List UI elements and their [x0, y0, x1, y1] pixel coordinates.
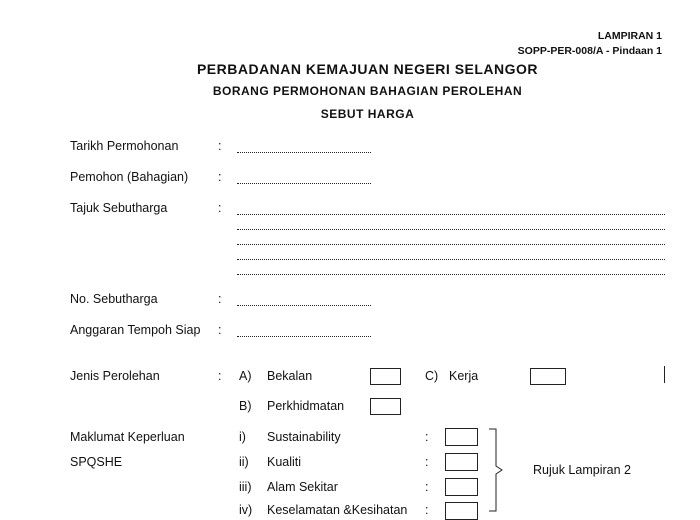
rujuk-lampiran-note: Rujuk Lampiran 2 [533, 463, 631, 477]
maklumat-label: Maklumat Keperluan [70, 430, 185, 444]
kerja-checkbox[interactable] [530, 368, 566, 385]
option-a-mark: A) [239, 369, 252, 383]
bekalan-checkbox[interactable] [370, 368, 401, 385]
sustainability-checkbox[interactable] [445, 428, 478, 446]
item-i-mark: i) [239, 430, 246, 444]
document-reference: SOPP-PER-008/A - Pindaan 1 [517, 45, 662, 57]
option-c-mark: C) [425, 369, 439, 383]
anggaran-label: Anggaran Tempoh Siap [70, 323, 201, 337]
colon: : [218, 201, 222, 215]
colon: : [425, 503, 429, 517]
option-kerja-label: Kerja [449, 369, 479, 383]
option-bekalan-label: Bekalan [267, 369, 313, 383]
perkhidmatan-checkbox[interactable] [370, 398, 401, 415]
form-title: BORANG PERMOHONAN BAHAGIAN PEROLEHAN [212, 84, 523, 98]
lampiran-label: LAMPIRAN 1 [597, 30, 662, 42]
tajuk-label: Tajuk Sebutharga [70, 201, 168, 215]
colon: : [218, 170, 222, 184]
colon: : [425, 455, 429, 469]
colon: : [218, 323, 222, 337]
colon: : [218, 139, 222, 153]
tajuk-field-line-3[interactable] [237, 244, 665, 245]
option-perkhidmatan-label: Perkhidmatan [267, 399, 345, 413]
tarikh-label: Tarikh Permohonan [70, 139, 179, 153]
item-sustainability-label: Sustainability [267, 430, 341, 444]
item-keselamatan-label: Keselamatan &Kesihatan [267, 503, 408, 517]
jenis-perolehan-label: Jenis Perolehan [70, 369, 160, 383]
colon: : [218, 369, 222, 383]
tarikh-field[interactable] [237, 152, 371, 153]
no-sebutharga-field[interactable] [237, 305, 371, 306]
colon: : [425, 480, 429, 494]
colon: : [425, 430, 429, 444]
right-brace-icon [488, 428, 512, 512]
item-iii-mark: iii) [239, 480, 252, 494]
tajuk-field-line-5[interactable] [237, 274, 665, 275]
tajuk-field-line-2[interactable] [237, 229, 665, 230]
item-ii-mark: ii) [239, 455, 249, 469]
margin-line [664, 366, 665, 383]
anggaran-field[interactable] [237, 336, 371, 337]
spqshe-label: SPQSHE [70, 455, 123, 469]
kualiti-checkbox[interactable] [445, 453, 478, 471]
colon: : [218, 292, 222, 306]
tajuk-field-line-1[interactable] [237, 214, 665, 215]
tajuk-field-line-4[interactable] [237, 259, 665, 260]
alam-sekitar-checkbox[interactable] [445, 478, 478, 496]
item-iv-mark: iv) [239, 503, 253, 517]
form-subtitle: SEBUT HARGA [320, 107, 415, 121]
item-kualiti-label: Kualiti [267, 455, 302, 469]
keselamatan-checkbox[interactable] [445, 502, 478, 520]
option-b-mark: B) [239, 399, 252, 413]
organisation-title: PERBADANAN KEMAJUAN NEGERI SELANGOR [196, 61, 539, 77]
pemohon-label: Pemohon (Bahagian) [70, 170, 189, 184]
no-sebutharga-label: No. Sebutharga [70, 292, 158, 306]
item-alam-sekitar-label: Alam Sekitar [267, 480, 338, 494]
pemohon-field[interactable] [237, 183, 371, 184]
